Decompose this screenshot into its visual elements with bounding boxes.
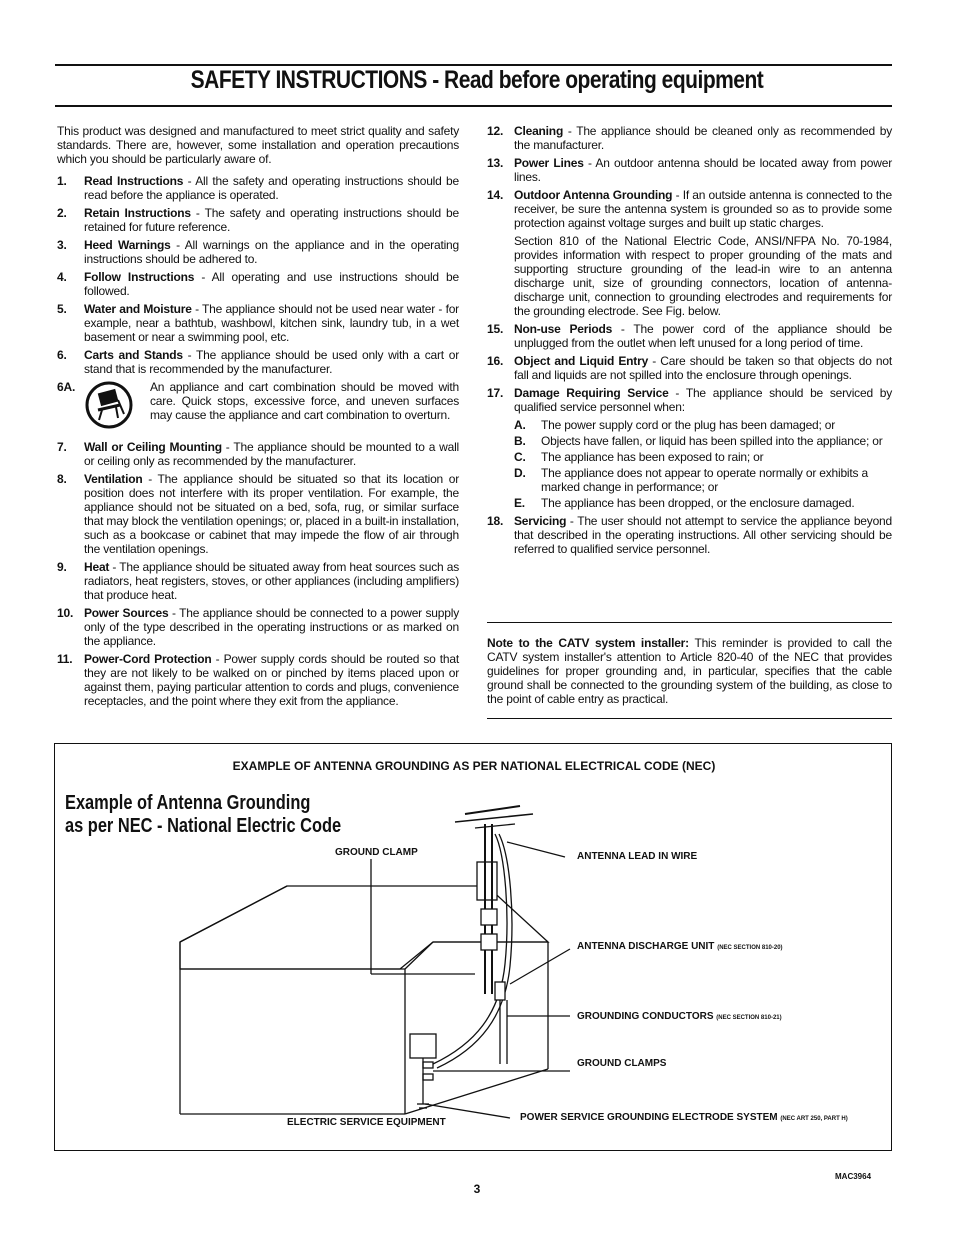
sub-text: The appliance has been dropped, or the enclosure damaged. [541, 496, 855, 510]
sub-text: The appliance has been exposed to rain; or [541, 450, 764, 464]
left-list [57, 174, 459, 376]
list-item [487, 354, 892, 382]
item-text: - The appliance should not be used near water - for example, near a bathtub, washbowl, kitchen sink, laundry tub, in a wet basement or near a swimming pool, etc. [84, 302, 459, 344]
item-heading: Object and Liquid Entry [514, 354, 649, 368]
item-number: 10. [57, 606, 74, 620]
list-item [57, 560, 459, 602]
list-item [57, 348, 459, 376]
item-number: 12. [487, 124, 504, 138]
item-heading: Retain Instructions [84, 206, 191, 220]
note-bottom-rule [487, 718, 892, 719]
label-power-service-text: POWER SERVICE GROUNDING ELECTRODE SYSTEM [520, 1112, 778, 1123]
list-item [57, 472, 459, 556]
title-rule [55, 105, 892, 107]
list-item [487, 322, 892, 350]
right-column [487, 124, 892, 560]
item-heading: Wall or Ceiling Mounting [84, 440, 222, 454]
item-number: 14. [487, 188, 504, 202]
label-grounding-conductors-text: GROUNDING CONDUCTORS [577, 1011, 714, 1022]
item-text: - The appliance should be serviced by qualified service personnel when: [514, 386, 893, 414]
item-6a-text: An appliance and cart combination should be moved with care. Quick stops, excessive force, and uneven surfaces may cause the appliance and cart combination to overturn. [150, 380, 459, 422]
label-discharge-unit-ref: (NEC SECTION 810-20) [717, 945, 783, 951]
item-number: 6A. [57, 380, 76, 394]
item-number: 6. [57, 348, 67, 362]
list-item [487, 386, 892, 414]
label-ground-clamp: GROUND CLAMP [335, 847, 418, 858]
item-number: 17. [487, 386, 504, 400]
item-text: - Care should be taken so that objects do not fall and liquids are not spilled into the enclosure through openings. [514, 354, 892, 382]
list-item [57, 606, 459, 648]
item-heading: Power-Cord Protection [84, 652, 212, 666]
sub-text: The appliance does not appear to operate normally or exhibits a marked change in performance; or [541, 466, 868, 494]
item-heading: Power Sources [84, 606, 169, 620]
item-number: 7. [57, 440, 67, 454]
label-grounding-conductors-ref: (NEC SECTION 810-21) [716, 1015, 782, 1021]
item-heading: Non-use Periods [514, 322, 613, 336]
sublist-item [514, 466, 892, 494]
item-heading: Outdoor Antenna Grounding [514, 188, 673, 202]
label-electric-service: ELECTRIC SERVICE EQUIPMENT [287, 1117, 446, 1128]
item-heading: Carts and Stands [84, 348, 183, 362]
list-item [487, 124, 892, 152]
item-text: - All operating and use instructions should be followed. [84, 270, 459, 298]
item-number: 13. [487, 156, 504, 170]
page-title: SAFETY INSTRUCTIONS - Read before operating equipment [190, 66, 764, 94]
sublist-item [514, 434, 892, 448]
item-text: - If an outside antenna is connected to the receiver, be sure the antenna system is grounded so as to provide some protection against voltage surges and built up static charges. [514, 188, 892, 230]
intro-text: This product was designed and manufactured to meet strict quality and safety standards. There are, however, some installation and operation precautions which you should be particularly aware of. [57, 124, 459, 166]
item-text: - The appliance should be mounted to a wall or ceiling only as recommended by the manufacturer. [84, 440, 459, 468]
item-heading: Damage Requiring Service [514, 386, 669, 400]
right-list [487, 124, 892, 230]
item-number: 4. [57, 270, 67, 284]
item-heading: Read Instructions [84, 174, 184, 188]
note-heading: Note to the CATV system installer: [487, 636, 689, 650]
list-item-6a [57, 380, 459, 436]
item-text: - All the safety and operating instructions should be read before the appliance is operated. [84, 174, 459, 202]
page-number: 3 [473, 1182, 481, 1196]
cart-warning-icon [84, 380, 134, 430]
label-discharge-unit [577, 941, 783, 952]
figure-title-line2: as per NEC - National Electric Code [65, 815, 342, 837]
label-ground-clamps: GROUND CLAMPS [577, 1058, 667, 1069]
item-text: - The user should not attempt to service the appliance beyond that described in the operating instructions. All other servicing should be referred to qualified service personnel. [514, 514, 892, 556]
sublist-item [514, 496, 892, 510]
item-number: 18. [487, 514, 504, 528]
item-text: - The appliance should be used only with a cart or stand that is recommended by the manufacturer. [84, 348, 459, 376]
list-item [57, 440, 459, 468]
item-heading: Servicing [514, 514, 567, 528]
item-number: 1. [57, 174, 67, 188]
item-text: - The appliance should be situated away from heat sources such as radiators, heat registers, stoves, or other appliances (including amplifiers) that produce heat. [84, 560, 459, 602]
item-number: 8. [57, 472, 67, 486]
label-power-service-ref: (NEC ART 250, PART H) [780, 1116, 848, 1122]
sub-letter: C. [514, 450, 526, 464]
item-text: - The appliance should be connected to a power supply only of the type described in the operating instructions or as marked on the appliance. [84, 606, 459, 648]
label-antenna-lead: ANTENNA LEAD IN WIRE [577, 851, 698, 862]
item-number: 3. [57, 238, 67, 252]
list-item [57, 652, 459, 708]
label-grounding-conductors [577, 1011, 782, 1022]
item-number: 5. [57, 302, 67, 316]
list-item [57, 206, 459, 234]
item-text: - Power supply cords should be routed so that they are not likely to be walked on or pinched by items placed upon or against them, paying particular attention to cords and plugs, convenience receptacles, and the point where they exit from the appliance. [84, 652, 459, 708]
list-item-18 [487, 514, 892, 556]
catv-note [487, 636, 892, 710]
figure-caption: EXAMPLE OF ANTENNA GROUNDING AS PER NATIONAL ELECTRICAL CODE (NEC) [232, 759, 716, 773]
right-list-continued [487, 322, 892, 414]
item-heading: Cleaning [514, 124, 564, 138]
item-text: - An outdoor antenna should be located away from power lines. [514, 156, 892, 184]
list-item [57, 238, 459, 266]
document-code: MAC3964 [835, 1172, 872, 1181]
left-column [57, 124, 459, 712]
item-text: - The appliance should be situated so that its location or position does not interfere with its proper ventilation. For example, the appliance should not be situated on a bed, sofa, rug, or similar surface that may block the ventilation openings; or, placed in a built-in installation, such as a bookcase or cabinet that may impede the flow of air through the ventilation openings. [84, 472, 459, 556]
item-text: - The safety and operating instructions should be retained for future reference. [84, 206, 459, 234]
item-number: 11. [57, 652, 73, 666]
item-heading: Heat [84, 560, 110, 574]
sub-text: The power supply cord or the plug has been damaged; or [541, 418, 836, 432]
antenna-grounding-figure [54, 743, 892, 1151]
note-top-rule [487, 622, 892, 623]
item-number: 15. [487, 322, 504, 336]
label-discharge-unit-text: ANTENNA DISCHARGE UNIT [577, 941, 715, 952]
list-item [57, 174, 459, 202]
item-17-sublist [514, 418, 892, 510]
item-heading: Ventilation [84, 472, 143, 486]
list-item [487, 156, 892, 184]
item-heading: Water and Moisture [84, 302, 192, 316]
item-heading: Power Lines [514, 156, 584, 170]
sublist-item [514, 418, 892, 432]
left-list-continued [57, 440, 459, 708]
item-number: 16. [487, 354, 504, 368]
sublist-item [514, 450, 892, 464]
item-number: 9. [57, 560, 67, 574]
item-heading: Heed Warnings [84, 238, 171, 252]
list-item [57, 270, 459, 298]
item-heading: Follow Instructions [84, 270, 195, 284]
item-text: - All warnings on the appliance and in the operating instructions should be adhered to. [84, 238, 459, 266]
item-number: 2. [57, 206, 67, 220]
sub-letter: B. [514, 434, 526, 448]
figure-title-line1: Example of Antenna Grounding [65, 792, 311, 814]
item-text: - The appliance should be cleaned only as recommended by the manufacturer. [514, 124, 892, 152]
sub-letter: A. [514, 418, 526, 432]
note-text: This reminder is provided to call the CATV system installer's attention to Article 820-40 of the NEC that provides guidelines for proper grounding and, in particular, specifies that the cable ground shall be connected to the grounding system of the building, as close to the point of cable entry as practical. [487, 636, 892, 706]
item-text: - The power cord of the appliance should be unplugged from the outlet when left unused for a long period of time. [514, 322, 892, 350]
sub-text: Objects have fallen, or liquid has been spilled into the appliance; or [541, 434, 883, 448]
sub-letter: D. [514, 466, 526, 480]
list-item [57, 302, 459, 344]
label-power-service [520, 1112, 848, 1123]
section-810-text: Section 810 of the National Electric Code, ANSI/NFPA No. 70-1984, provides information with respect to proper grounding of the mats and supporting structure grounding of the lead-in wire to an antenna discharge unit, size of grounding connectors, location of antenna-discharge unit, connection to grounding electrodes and requirements for the grounding electrode. See Fig. below. [514, 234, 892, 318]
list-item [487, 188, 892, 230]
sub-letter: E. [514, 496, 525, 510]
